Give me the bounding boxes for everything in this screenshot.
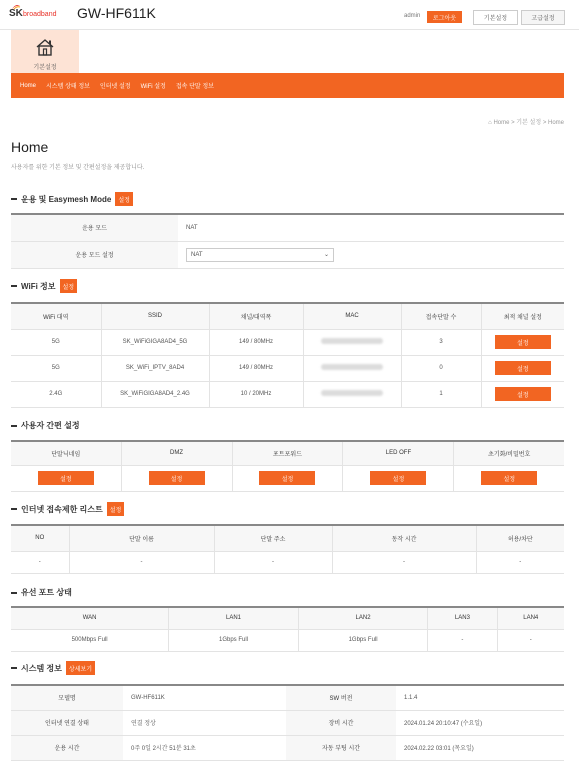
port-wan-status: 500Mbps Full: [11, 629, 169, 651]
table-row: [11, 241, 564, 268]
block-settings-button[interactable]: 설정: [107, 502, 125, 516]
sys-label: 자동 부팅 시간: [286, 735, 396, 760]
sk-broadband-logo: [9, 7, 69, 23]
wifi-col-band: WiFi 대역: [11, 303, 101, 329]
block-cell: -: [214, 551, 332, 573]
chevron-down-icon: ⌄: [323, 251, 329, 258]
block-section-label: 인터넷 접속제한 리스트: [21, 504, 103, 514]
reset-cell: [454, 465, 564, 491]
wifi-col-clients: 접속단말 수: [401, 303, 481, 329]
mode-setting-cell: [178, 241, 564, 268]
block-section-title: [11, 502, 124, 516]
mode-select[interactable]: [186, 248, 334, 262]
main-nav: [11, 73, 564, 98]
nickname-cell: [11, 465, 121, 491]
user-col-led-off: LED OFF: [343, 441, 454, 465]
wifi-section-title: [11, 279, 77, 293]
wifi-clients: 0: [401, 355, 481, 381]
wifi-ssid: SK_WiFiGIGA8AD4_5G: [101, 329, 209, 355]
nickname-setting-button[interactable]: 설정: [38, 471, 94, 485]
tile-label: 기본설정: [33, 65, 57, 71]
table-header-row: [11, 525, 564, 551]
sys-label: 장비 시간: [286, 710, 396, 735]
port-lan4-status: -: [497, 629, 564, 651]
sys-section-title: [11, 661, 95, 675]
wifi-col-ssid: SSID: [101, 303, 209, 329]
sys-value: GW-HF611K: [123, 685, 286, 710]
block-cell: -: [476, 551, 564, 573]
block-col-time: 동작 시간: [332, 525, 476, 551]
led-off-setting-button[interactable]: 설정: [370, 471, 426, 485]
portforward-cell: [232, 465, 343, 491]
house-icon: [35, 38, 55, 56]
port-lan2-status: 1Gbps Full: [298, 629, 428, 651]
wifi-band: 5G: [11, 355, 101, 381]
wifi-col-channel: 채널/대역폭: [209, 303, 303, 329]
section-dash: [11, 667, 17, 669]
mode-table: [11, 213, 564, 269]
port-col-lan4: LAN4: [497, 607, 564, 629]
table-row: [11, 329, 564, 355]
wifi-settings-button[interactable]: 설정: [60, 279, 78, 293]
block-col-device-name: 단말 이름: [69, 525, 214, 551]
sys-section-label: 시스템 정보: [21, 663, 62, 673]
port-col-lan3: LAN3: [428, 607, 497, 629]
block-list-table: [11, 524, 564, 574]
wifi-channel: 149 / 80MHz: [209, 355, 303, 381]
breadcrumb: [488, 117, 564, 126]
mode-settings-button[interactable]: 설정: [115, 192, 133, 206]
wifi-ssid: SK_WiFiGIGA8AD4_2.4G: [101, 381, 209, 407]
top-header: [0, 0, 579, 30]
table-row: [11, 214, 564, 241]
reset-password-setting-button[interactable]: 설정: [481, 471, 537, 485]
home-icon: ⌂: [488, 120, 494, 126]
mode-select-value: NAT: [191, 251, 203, 258]
sys-value: 2024.02.22 03:01 (목요일): [396, 735, 564, 760]
port-status-table: [11, 606, 564, 652]
wifi-action-cell: [481, 355, 564, 381]
basic-settings-tile[interactable]: [11, 30, 79, 73]
sys-value: 0주 0일 2시간 51분 31초: [123, 735, 286, 760]
masked-mac: [321, 390, 383, 396]
port-col-lan1: LAN1: [169, 607, 299, 629]
dmz-cell: [121, 465, 232, 491]
table-row: [11, 465, 564, 491]
page-description: 사용자를 위한 기본 정보 및 간편설정을 제공합니다.: [11, 165, 145, 171]
user-settings-table: [11, 440, 564, 492]
sys-detail-button[interactable]: 상세보기: [66, 661, 95, 675]
block-col-allow-block: 허용/차단: [476, 525, 564, 551]
block-cell: -: [11, 551, 69, 573]
system-info-table: [11, 684, 564, 761]
wifi-mac: [303, 329, 401, 355]
user-col-reset-password: 초기화/비밀번호: [454, 441, 564, 465]
port-section-title: [11, 587, 72, 598]
sys-label: SW 버전: [286, 685, 396, 710]
section-dash: [11, 425, 17, 427]
nav-home[interactable]: Home: [20, 82, 37, 89]
table-row: [11, 735, 564, 760]
wifi-clients: 3: [401, 329, 481, 355]
section-dash: [11, 508, 17, 510]
table-row: [11, 629, 564, 651]
user-name: admin: [404, 13, 421, 19]
user-col-portforward: 포트포워드: [232, 441, 343, 465]
wifi-channel: 149 / 80MHz: [209, 329, 303, 355]
table-row: [11, 355, 564, 381]
model-title: GW-HF611K: [77, 5, 156, 21]
wifi-clients: 1: [401, 381, 481, 407]
optimal-channel-button[interactable]: 설정: [495, 361, 551, 375]
breadcrumb-text: Home > 기본 설정 > Home: [493, 120, 564, 126]
wifi-action-cell: [481, 381, 564, 407]
nav-internet-settings[interactable]: 인터넷 설정: [99, 84, 131, 90]
wifi-band: 2.4G: [11, 381, 101, 407]
mode-value: NAT: [178, 214, 564, 241]
user-col-nickname: 단말닉네임: [11, 441, 121, 465]
table-header-row: [11, 607, 564, 629]
table-header-row: [11, 441, 564, 465]
port-lan3-status: -: [428, 629, 497, 651]
section-dash: [11, 592, 17, 594]
port-col-lan2: LAN2: [298, 607, 428, 629]
sys-label: 모델명: [11, 685, 123, 710]
masked-mac: [321, 338, 383, 344]
portforward-setting-button[interactable]: 설정: [259, 471, 315, 485]
wifi-col-mac: MAC: [303, 303, 401, 329]
table-header-row: [11, 303, 564, 329]
nav-system-status[interactable]: 시스템 상태 정보: [46, 84, 90, 90]
block-col-no: NO: [11, 525, 69, 551]
logo-broadband-text: broadband: [23, 11, 57, 18]
wifi-channel: 10 / 20MHz: [209, 381, 303, 407]
wifi-table: [11, 302, 564, 408]
mode-setting-label: 운용 모드 설정: [11, 241, 178, 268]
wifi-mac: [303, 355, 401, 381]
logo-sk-text: SK: [9, 8, 23, 19]
mode-section-label: 운용 및 Easymesh Mode: [21, 194, 112, 204]
block-cell: -: [332, 551, 476, 573]
port-lan1-status: 1Gbps Full: [169, 629, 299, 651]
sys-value: 2024.01.24 20:10:47 (수요일): [396, 710, 564, 735]
block-cell: -: [69, 551, 214, 573]
user-section-label: 사용자 간편 설정: [21, 421, 80, 430]
sys-label: 운용 시간: [11, 735, 123, 760]
section-dash: [11, 285, 17, 287]
sys-label: 인터넷 연결 상태: [11, 710, 123, 735]
masked-mac: [321, 364, 383, 370]
page-title: Home: [11, 139, 49, 155]
user-col-dmz: DMZ: [121, 441, 232, 465]
tab-basic-settings[interactable]: 기본설정: [473, 10, 518, 25]
dmz-setting-button[interactable]: 설정: [149, 471, 205, 485]
wifi-col-optimal-channel: 최적 채널 설정: [481, 303, 564, 329]
led-off-cell: [343, 465, 454, 491]
tab-advanced-settings[interactable]: 고급설정: [521, 10, 565, 25]
table-row: [11, 710, 564, 735]
table-row: [11, 551, 564, 573]
sys-value: 1.1.4: [396, 685, 564, 710]
section-dash: [11, 198, 17, 200]
nav-wifi-settings[interactable]: WiFi 설정: [140, 84, 166, 90]
nav-connected-devices[interactable]: 접속 단말 정보: [175, 84, 214, 90]
wifi-ssid: SK_WiFi_IPTV_8AD4: [101, 355, 209, 381]
optimal-channel-button[interactable]: 설정: [495, 387, 551, 401]
port-col-wan: WAN: [11, 607, 169, 629]
wifi-mac: [303, 381, 401, 407]
optimal-channel-button[interactable]: 설정: [495, 335, 551, 349]
table-row: [11, 381, 564, 407]
wifi-section-label: WiFi 정보: [21, 281, 56, 291]
wifi-action-cell: [481, 329, 564, 355]
block-col-device-address: 단말 주소: [214, 525, 332, 551]
mode-label: 운용 모드: [11, 214, 178, 241]
port-section-label: 유선 포트 상태: [21, 588, 72, 597]
logout-button[interactable]: 로그아웃: [427, 11, 462, 23]
sys-value: 연결 정상: [123, 710, 286, 735]
wifi-band: 5G: [11, 329, 101, 355]
mode-section-title: [11, 192, 133, 206]
user-section-title: [11, 420, 80, 431]
table-row: [11, 685, 564, 710]
